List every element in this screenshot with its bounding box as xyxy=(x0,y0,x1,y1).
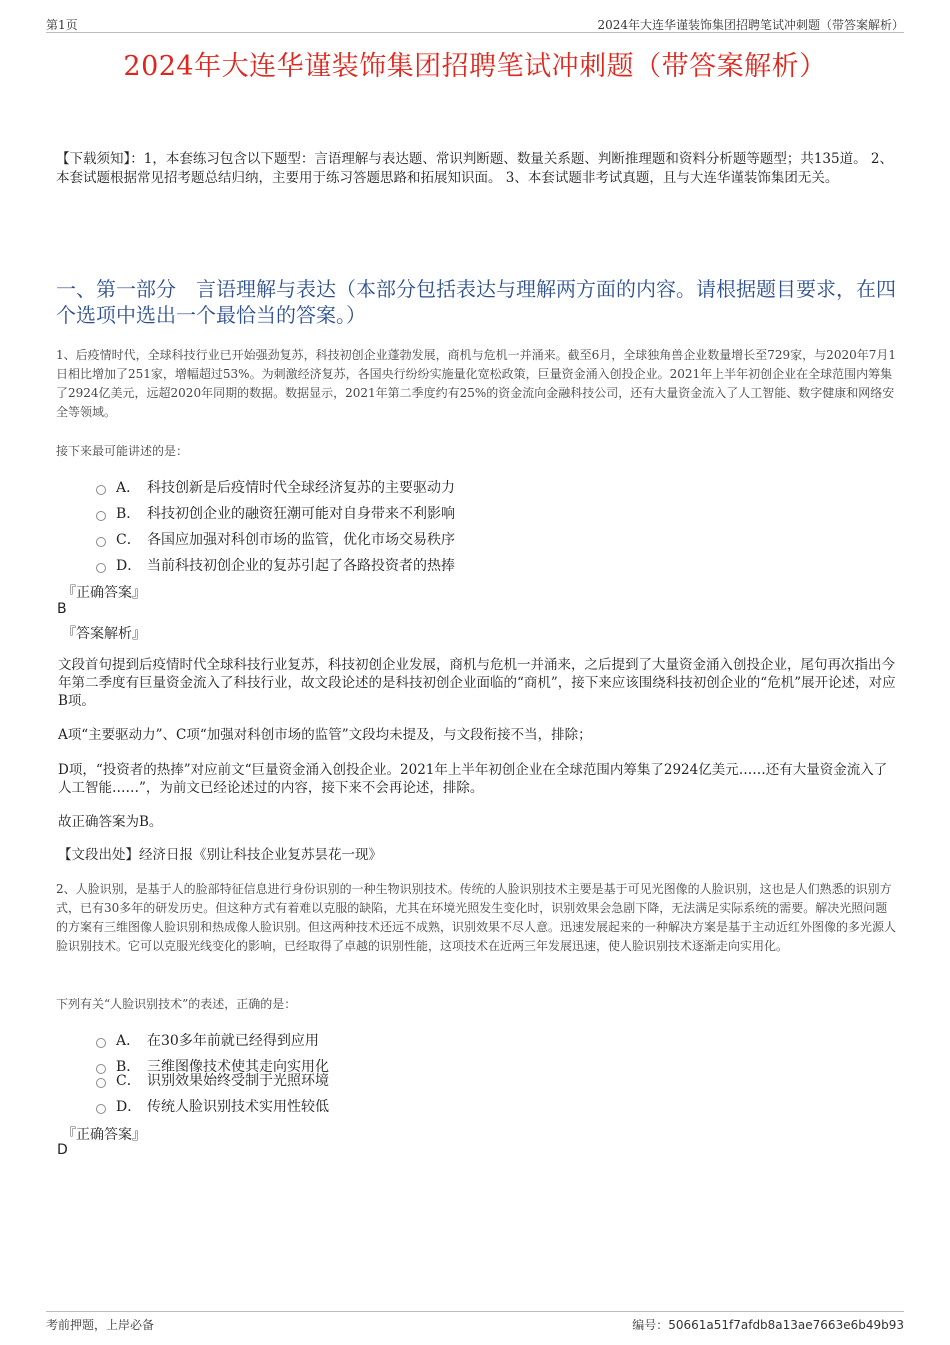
question-2-option-d[interactable]: D． 传统人脸识别技术实用性较低 xyxy=(96,1096,329,1116)
analysis-paragraph: 文段首句提到后疫情时代全球科技行业复苏，科技初创企业发展，商机与危机一并涌来，之后提到了大量资金涌入创投企业，尾句再次指出今年第二季度有巨量资金流入了科技行业，故文段论述的是科技初创企业面临的“商机”，接下来应该围绕科技初创企业的“危机”展开论述，对应B项。 xyxy=(58,657,896,709)
page-footer xyxy=(46,1311,904,1332)
question-2-option-c[interactable]: C． 识别效果始终受制于光照环境 xyxy=(96,1070,329,1090)
question-2-option-b[interactable]: B． 三维图像技术使其走向实用化 xyxy=(96,1056,329,1076)
page-number: 第1页 xyxy=(46,18,78,32)
question-1-option-c[interactable]: C． 各国应加强对科创市场的监管，优化市场交易秩序 xyxy=(96,529,455,549)
radio-icon[interactable] xyxy=(96,1078,106,1088)
radio-icon[interactable] xyxy=(96,1104,106,1114)
question-2-option-a[interactable]: A． 在30多年前就已经得到应用 xyxy=(96,1030,319,1050)
question-1-option-d[interactable]: D． 当前科技初创企业的复苏引起了各路投资者的热捧 xyxy=(96,555,455,575)
analysis-label: 『答案解析』 xyxy=(62,626,146,642)
analysis-paragraph: D项，“投资者的热捧”对应前文“巨量资金涌入创投企业。2021年上半年初创企业在全球范围内筹集了2924亿美元……还有大量资金流入了人工智能……”，为前文已经论述过的内容，接下来不会再论述，排除。 xyxy=(58,762,888,796)
analysis-conclusion: 故正确答案为B。 xyxy=(58,814,163,830)
correct-answer: D xyxy=(57,1142,68,1158)
document-title: 2024年大连华谨装饰集团招聘笔试冲刺题（带答案解析） xyxy=(123,51,827,82)
radio-icon[interactable] xyxy=(96,511,106,521)
radio-icon[interactable] xyxy=(96,563,106,573)
radio-icon[interactable] xyxy=(96,485,106,495)
download-notice: 【下载须知】：1，本套练习包含以下题型：言语理解与表达题、常识判断题、数量关系题、判断推理题和资料分析题等题型；共135道。 2、本套试题根据常见招考题总结归纳，主要用于练习答题思路和拓展知识面。 3、本套试题非考试真题，且与大连华谨装饰集团无关。 xyxy=(56,151,893,186)
footer-slogan: 考前押题，上岸必备 xyxy=(46,1318,155,1332)
source-citation: 【文段出处】经济日报《别让科技企业复苏昙花一现》 xyxy=(58,847,382,863)
radio-icon[interactable] xyxy=(96,537,106,547)
question-2-text: 2、人脸识别，是基于人的脸部特征信息进行身份识别的一种生物识别技术。传统的人脸识别技术主要是基于可见光图像的人脸识别，这也是人们熟悉的识别方式，已有30多年的研发历史。但这种方式有着难以克服的缺陷，尤其在环境光照发生变化时，识别效果会急剧下降，无法满足实际系统的需要。解决光照问题的方案有三维图像人脸识别和热成像人脸识别。但这两种技术还远不成熟，识别效果不尽人意。迅速发展起来的一种解决方案是基于主动近红外图像的多光源人脸识别技术。它可以克服光线变化的影响，已经取得了卓越的识别性能，这项技术在近两三年发展迅速，使人脸识别技术逐渐走向实用化。 xyxy=(56,882,897,953)
correct-answer-label: 『正确答案』 xyxy=(62,585,146,601)
question-2-prompt: 下列有关“人脸识别技术”的表述，正确的是： xyxy=(56,997,297,1011)
analysis-paragraph: A项“主要驱动力”、C项“加强对科创市场的监管”文段均未提及，与文段衔接不当，排除； xyxy=(58,727,592,743)
correct-answer: B xyxy=(57,601,67,617)
radio-icon[interactable] xyxy=(96,1038,106,1048)
correct-answer-label: 『正确答案』 xyxy=(62,1127,146,1143)
question-1-text: 1、后疫情时代，全球科技行业已开始强劲复苏，科技初创企业蓬勃发展，商机与危机一并涌来。截至6月，全球独角兽企业数量增长至729家，与2020年7月1日相比增加了251家，增幅超过53%。为刺激经济复苏，各国央行纷纷实施量化宽松政策，巨量资金涌入创投企业。2021年上半年初创企业在全球范围内筹集了2924亿美元，远超2020年同期的数据。数据显示，2021年第二季度约有25%的资金流向金融科技公司，还有大量资金流入了人工智能、数字健康和网络安全等领域。 xyxy=(56,348,896,419)
header-doc-title: 2024年大连华谨装饰集团招聘笔试冲刺题（带答案解析） xyxy=(597,18,904,32)
question-1-prompt: 接下来最可能讲述的是： xyxy=(56,444,189,458)
section-heading: 一、第一部分 言语理解与表达（本部分包括表达与理解两方面的内容。请根据题目要求，在四个选项中选出一个最恰当的答案。） xyxy=(56,277,896,327)
question-1-option-a[interactable]: A． 科技创新是后疫情时代全球经济复苏的主要驱动力 xyxy=(96,477,455,497)
document-code: 编号：50661a51f7afdb8a13ae7663e6b49b93 xyxy=(632,1318,904,1332)
question-1-option-b[interactable]: B． 科技初创企业的融资狂潮可能对自身带来不利影响 xyxy=(96,503,455,523)
page-header xyxy=(46,14,904,33)
